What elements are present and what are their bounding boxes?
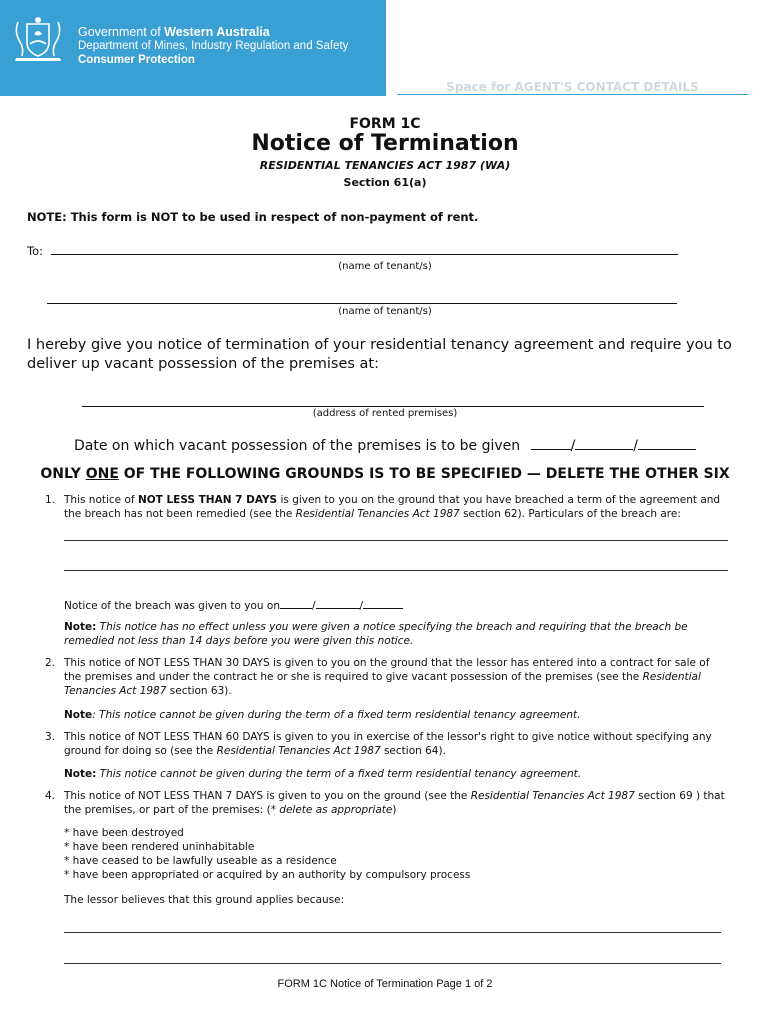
wa-coat-of-arms-icon xyxy=(10,14,66,66)
header-banner xyxy=(0,0,386,96)
vacate-month-field[interactable] xyxy=(575,438,633,450)
ground-reason-field-2[interactable] xyxy=(64,963,721,964)
to-line xyxy=(27,243,678,258)
tenant-caption-2: (name of tenant/s) xyxy=(338,306,432,317)
department-line: Department of Mines, Industry Regulation and Safety xyxy=(78,40,349,52)
ground-1: 1. This notice of NOT LESS THAN 7 DAYS is given to you on the ground that you have breached a term of the agreement and the breach has not been remedied (see the Residential Tenancies Act 1987 section 62). Particulars of the breach are: xyxy=(45,494,721,520)
intro-paragraph: I hereby give you notice of termination of your residential tenancy agreement and require you to deliver up vacant possession of the premises at: xyxy=(27,337,732,372)
breach-year-field[interactable] xyxy=(363,597,403,609)
ground-3: 3. This notice of NOT LESS THAN 60 DAYS is given to you in exercise of the lessor's right to give notice without specifying any ground for doing so (see the Residential Tenancies Act 1987 section 64). xyxy=(45,731,712,757)
breach-particulars-field-2[interactable] xyxy=(64,570,728,571)
tenant-name-field-1[interactable] xyxy=(51,243,678,255)
address-caption: (address of rented premises) xyxy=(312,408,458,419)
grounds-heading: ONLY ONE OF THE FOLLOWING GROUNDS IS TO BE SPECIFIED — DELETE THE OTHER SIX xyxy=(40,466,730,482)
breach-notice-date-line: Notice of the breach was given to you on / / xyxy=(64,597,726,613)
ground-4: 4. This notice of NOT LESS THAN 7 DAYS is given to you on the ground (see the Residential Tenancies Act 1987 section 69 ) that the premises, or part of the premises: (* delete as appropriate) xyxy=(45,790,725,816)
option-not-useable[interactable]: * have ceased to be lawfully useable as a residence xyxy=(64,855,337,867)
note-not-rent: NOTE: This form is NOT to be used in respect of non-payment of rent. xyxy=(27,210,479,224)
ground-2-note: Note: This notice cannot be given during the term of a fixed term residential tenancy agreement. xyxy=(64,709,581,721)
vacate-year-field[interactable] xyxy=(638,438,696,450)
tenant-caption-1: (name of tenant/s) xyxy=(338,261,432,272)
breach-particulars-field-1[interactable] xyxy=(64,540,728,541)
vacate-date-label: Date on which vacant possession of the premises is to be given xyxy=(73,438,521,454)
option-destroyed[interactable]: * have been destroyed xyxy=(64,827,184,839)
form-number: FORM 1C xyxy=(349,116,421,132)
option-uninhabitable[interactable]: * have been rendered uninhabitable xyxy=(64,841,255,853)
ground-reason-field-1[interactable] xyxy=(64,932,721,933)
breach-day-field[interactable] xyxy=(280,597,312,609)
section-ref: Section 61(a) xyxy=(343,176,427,189)
page-footer: FORM 1C Notice of Termination Page 1 of 2 xyxy=(277,978,493,990)
option-appropriated[interactable]: * have been appropriated or acquired by an authority by compulsory process xyxy=(64,869,471,881)
page-title: Notice of Termination xyxy=(251,131,519,156)
division-line: Consumer Protection xyxy=(78,54,195,66)
agent-contact-space[interactable]: Space for AGENT'S CONTACT DETAILS xyxy=(397,80,748,95)
vacate-day-field[interactable] xyxy=(531,438,571,450)
vacate-date-line: Date on which vacant possession of the premises is to be given / / xyxy=(0,438,770,454)
breach-month-field[interactable] xyxy=(316,597,360,609)
ground-2: 2. This notice of NOT LESS THAN 30 DAYS is given to you on the ground that the lessor has entered into a contract for sale of the premises and under the contract he or she is required to give vacant possession of the premises (see the Residential Tenancies Act 1987 section 63). xyxy=(45,657,710,697)
to-label: To: xyxy=(27,244,43,258)
ground-3-note: Note: This notice cannot be given during the term of a fixed term residential tenancy agreement. xyxy=(64,768,582,780)
ground-4-because: The lessor believes that this ground applies because: xyxy=(64,894,345,906)
act-name: RESIDENTIAL TENANCIES ACT 1987 (WA) xyxy=(259,159,511,172)
ground-1-note: Note: This notice has no effect unless you were given a notice specifying the breach and requiring that the breach be remedied not less than 14 days before you were given this notice. xyxy=(64,621,688,647)
ground-4-options xyxy=(64,826,726,882)
government-line: Government of Western Australia xyxy=(78,25,270,39)
